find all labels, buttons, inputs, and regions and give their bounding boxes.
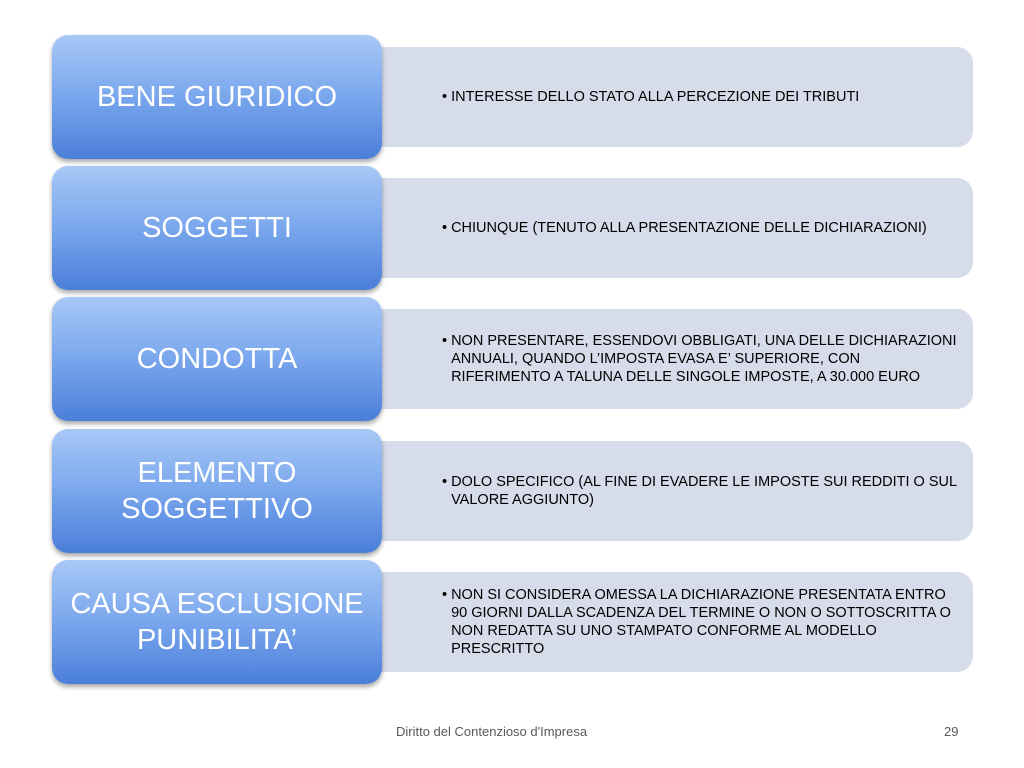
content-box [352,572,973,672]
bullet-text: DOLO SPECIFICO (AL FINE DI EVADERE LE IMPOSTE SUI REDDITI O SUL VALORE AGGIUNTO) [451,474,957,508]
bullet-dot: • [442,333,448,349]
row-causa-esclusione [52,560,973,684]
row-soggetti [52,166,973,290]
content-box [352,441,973,541]
label-box: BENE GIURIDICO [52,35,382,159]
bullet-text: NON SI CONSIDERA OMESSA LA DICHIARAZIONE PRESENTATA ENTRO 90 GIORNI DALLA SCADENZA DEL TERMINE O NON O SOTTOSCRITTA O NON REDATTA SU UNO STAMPATO CONFORME AL MODELLO PRESCRITTO [451,587,951,657]
bullet-item [442,332,963,386]
bullet-item [442,219,927,237]
row-condotta [52,297,973,421]
bullet-item [442,473,963,509]
label-box: ELEMENTO SOGGETTIVO [52,429,382,553]
content-box [352,309,973,409]
footer-text: Diritto del Contenzioso d'Impresa [396,724,588,739]
bullet-text: CHIUNQUE (TENUTO ALLA PRESENTAZIONE DELLE DICHIARAZIONI) [451,220,927,236]
row-elemento-soggettivo [52,429,973,553]
bullet-text: NON PRESENTARE, ESSENDOVI OBBLIGATI, UNA DELLE DICHIARAZIONI ANNUALI, QUANDO L’IMPOSTA EVASA E’ SUPERIORE, CON RIFERIMENTO A TALUNA DELLE SINGOLE IMPOSTE, A 30.000 EURO [451,333,957,385]
bullet-text: INTERESSE DELLO STATO ALLA PERCEZIONE DEI TRIBUTI [451,89,860,105]
content-box [352,47,973,147]
row-bene-giuridico [52,35,973,159]
bullet-item [442,586,963,658]
bullet-dot: • [442,474,448,490]
bullet-dot: • [442,89,448,105]
bullet-dot: • [442,220,448,236]
content-box [352,178,973,278]
bullet-item [442,88,859,106]
label-box: CONDOTTA [52,297,382,421]
label-box: CAUSA ESCLUSIONE PUNIBILITA’ [52,560,382,684]
label-box: SOGGETTI [52,166,382,290]
bullet-dot: • [442,587,448,603]
page-number: 29 [944,724,959,739]
